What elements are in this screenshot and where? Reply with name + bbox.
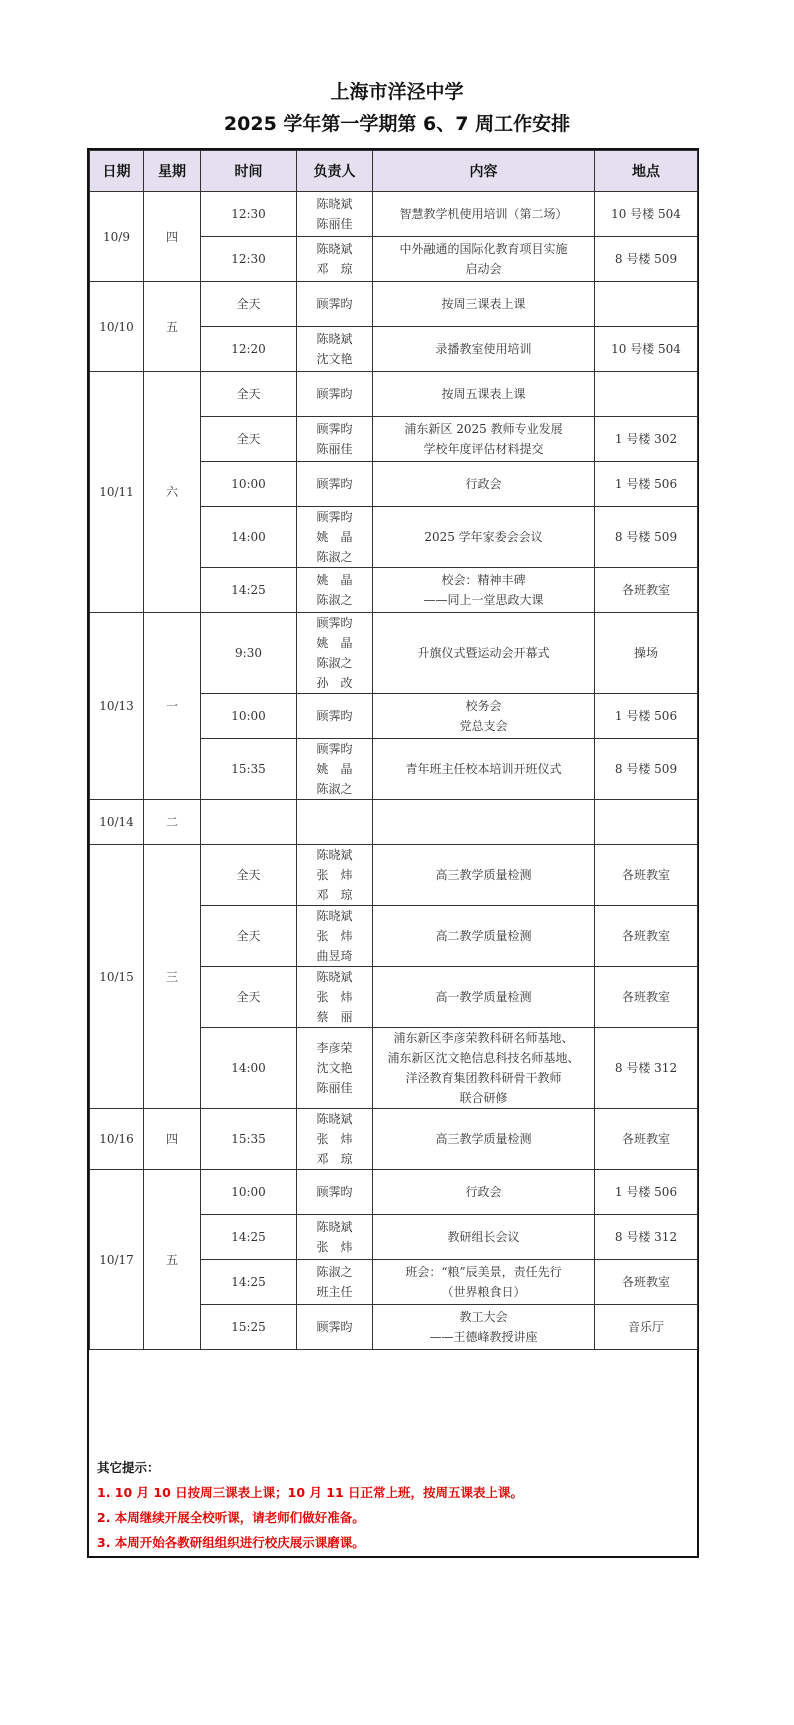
note-item: 2. 本周继续开展全校听课，请老师们做好准备。 xyxy=(97,1510,365,1525)
note-item: 3. 本周开始各教研组组织进行校庆展示课磨课。 xyxy=(97,1535,365,1550)
place-cell: 1 号楼 302 xyxy=(595,417,698,462)
date-cell: 10/13 xyxy=(90,613,144,800)
time-cell: 全天 xyxy=(201,845,297,906)
content-cell: 校会：精神丰碑 ——同上一堂思政大课 xyxy=(373,568,595,613)
place-cell xyxy=(595,800,698,845)
content-cell: 高三教学质量检测 xyxy=(373,845,595,906)
place-cell: 1 号楼 506 xyxy=(595,694,698,739)
person-cell: 顾霁昀 xyxy=(297,694,373,739)
weekday-cell: 一 xyxy=(144,613,201,800)
time-cell: 14:25 xyxy=(201,1260,297,1305)
place-cell: 各班教室 xyxy=(595,845,698,906)
time-cell: 9:30 xyxy=(201,613,297,694)
content-cell: 青年班主任校本培训开班仪式 xyxy=(373,739,595,800)
column-header-place: 地点 xyxy=(595,151,698,192)
time-cell: 全天 xyxy=(201,906,297,967)
time-cell: 14:25 xyxy=(201,1215,297,1260)
date-cell: 10/10 xyxy=(90,282,144,372)
person-cell: 陈晓斌 邓 琼 xyxy=(297,237,373,282)
content-cell: 行政会 xyxy=(373,1170,595,1215)
date-cell: 10/15 xyxy=(90,845,144,1109)
table-row xyxy=(90,282,698,327)
weekday-cell: 二 xyxy=(144,800,201,845)
content-cell: 校务会 党总支会 xyxy=(373,694,595,739)
time-cell: 全天 xyxy=(201,417,297,462)
place-cell xyxy=(595,282,698,327)
time-cell xyxy=(201,800,297,845)
place-cell: 10 号楼 504 xyxy=(595,327,698,372)
person-cell: 顾霁昀 姚 晶 陈淑之 孙 改 xyxy=(297,613,373,694)
content-cell: 浦东新区 2025 教师专业发展 学校年度评估材料提交 xyxy=(373,417,595,462)
person-cell: 顾霁昀 姚 晶 陈淑之 xyxy=(297,739,373,800)
table-row xyxy=(90,192,698,237)
column-header-time: 时间 xyxy=(201,151,297,192)
place-cell: 各班教室 xyxy=(595,568,698,613)
person-cell: 顾霁昀 xyxy=(297,372,373,417)
person-cell: 顾霁昀 xyxy=(297,462,373,507)
content-cell: 中外融通的国际化教育项目实施 启动会 xyxy=(373,237,595,282)
place-cell: 1 号楼 506 xyxy=(595,462,698,507)
person-cell xyxy=(297,800,373,845)
person-cell: 李彦荣 沈文艳 陈丽佳 xyxy=(297,1028,373,1109)
person-cell: 姚 晶 陈淑之 xyxy=(297,568,373,613)
place-cell xyxy=(595,372,698,417)
place-cell: 8 号楼 509 xyxy=(595,237,698,282)
time-cell: 10:00 xyxy=(201,694,297,739)
place-cell: 操场 xyxy=(595,613,698,694)
person-cell: 陈晓斌 陈丽佳 xyxy=(297,192,373,237)
date-cell: 10/14 xyxy=(90,800,144,845)
time-cell: 全天 xyxy=(201,372,297,417)
content-cell: 高一教学质量检测 xyxy=(373,967,595,1028)
place-cell: 8 号楼 509 xyxy=(595,739,698,800)
time-cell: 15:25 xyxy=(201,1305,297,1350)
content-cell: 教研组长会议 xyxy=(373,1215,595,1260)
place-cell: 10 号楼 504 xyxy=(595,192,698,237)
content-cell: 升旗仪式暨运动会开幕式 xyxy=(373,613,595,694)
column-header-person: 负责人 xyxy=(297,151,373,192)
person-cell: 陈晓斌 张 炜 邓 琼 xyxy=(297,845,373,906)
time-cell: 14:25 xyxy=(201,568,297,613)
person-cell: 顾霁昀 xyxy=(297,1305,373,1350)
place-cell: 各班教室 xyxy=(595,1260,698,1305)
time-cell: 15:35 xyxy=(201,1109,297,1170)
content-cell: 录播教室使用培训 xyxy=(373,327,595,372)
weekday-cell: 四 xyxy=(144,192,201,282)
time-cell: 全天 xyxy=(201,282,297,327)
table-row xyxy=(90,1109,698,1170)
schedule-sheet xyxy=(87,148,699,1558)
person-cell: 陈晓斌 沈文艳 xyxy=(297,327,373,372)
note-item: 1. 10 月 10 日按周三课表上课；10 月 11 日正常上班，按周五课表上课。 xyxy=(97,1485,523,1500)
schedule-table xyxy=(89,150,698,1350)
notes-title: 其它提示： xyxy=(97,1460,160,1475)
content-cell: 智慧教学机使用培训（第二场） xyxy=(373,192,595,237)
time-cell: 10:00 xyxy=(201,1170,297,1215)
time-cell: 14:00 xyxy=(201,507,297,568)
time-cell: 10:00 xyxy=(201,462,297,507)
place-cell: 1 号楼 506 xyxy=(595,1170,698,1215)
weekday-cell: 三 xyxy=(144,845,201,1109)
place-cell: 音乐厅 xyxy=(595,1305,698,1350)
place-cell: 8 号楼 312 xyxy=(595,1215,698,1260)
table-row xyxy=(90,1170,698,1215)
content-cell: 浦东新区李彦荣教科研名师基地、 浦东新区沈文艳信息科技名师基地、 洋泾教育集团教科研骨干教师 联合研修 xyxy=(373,1028,595,1109)
weekday-cell: 五 xyxy=(144,1170,201,1350)
date-cell: 10/16 xyxy=(90,1109,144,1170)
content-cell: 高二教学质量检测 xyxy=(373,906,595,967)
column-header-weekday: 星期 xyxy=(144,151,201,192)
table-row xyxy=(90,845,698,906)
time-cell: 15:35 xyxy=(201,739,297,800)
date-cell: 10/11 xyxy=(90,372,144,613)
place-cell: 8 号楼 312 xyxy=(595,1028,698,1109)
table-row xyxy=(90,800,698,845)
place-cell: 各班教室 xyxy=(595,906,698,967)
content-cell: 2025 学年家委会会议 xyxy=(373,507,595,568)
content-cell: 高三教学质量检测 xyxy=(373,1109,595,1170)
place-cell: 各班教室 xyxy=(595,1109,698,1170)
table-row xyxy=(90,372,698,417)
time-cell: 12:30 xyxy=(201,192,297,237)
content-cell: 行政会 xyxy=(373,462,595,507)
content-cell: 按周五课表上课 xyxy=(373,372,595,417)
content-cell: 班会：“粮”辰美景，责任先行 （世界粮食日） xyxy=(373,1260,595,1305)
person-cell: 陈晓斌 张 炜 曲昱琦 xyxy=(297,906,373,967)
person-cell: 陈晓斌 张 炜 邓 琼 xyxy=(297,1109,373,1170)
weekday-cell: 五 xyxy=(144,282,201,372)
time-cell: 14:00 xyxy=(201,1028,297,1109)
person-cell: 顾霁昀 xyxy=(297,282,373,327)
date-cell: 10/9 xyxy=(90,192,144,282)
weekday-cell: 六 xyxy=(144,372,201,613)
person-cell: 顾霁昀 xyxy=(297,1170,373,1215)
person-cell: 顾霁昀 姚 晶 陈淑之 xyxy=(297,507,373,568)
content-cell: 按周三课表上课 xyxy=(373,282,595,327)
date-cell: 10/17 xyxy=(90,1170,144,1350)
person-cell: 陈晓斌 张 炜 蔡 丽 xyxy=(297,967,373,1028)
content-cell: 教工大会 ——王德峰教授讲座 xyxy=(373,1305,595,1350)
table-header-row xyxy=(90,151,698,192)
table-row xyxy=(90,613,698,694)
person-cell: 陈晓斌 张 炜 xyxy=(297,1215,373,1260)
time-cell: 12:30 xyxy=(201,237,297,282)
person-cell: 顾霁昀 陈丽佳 xyxy=(297,417,373,462)
column-header-content: 内容 xyxy=(373,151,595,192)
time-cell: 12:20 xyxy=(201,327,297,372)
place-cell: 各班教室 xyxy=(595,967,698,1028)
notes-section xyxy=(97,1455,687,1555)
place-cell: 8 号楼 509 xyxy=(595,507,698,568)
column-header-date: 日期 xyxy=(90,151,144,192)
content-cell xyxy=(373,800,595,845)
time-cell: 全天 xyxy=(201,967,297,1028)
school-name: 上海市洋泾中学 xyxy=(330,81,464,103)
weekday-cell: 四 xyxy=(144,1109,201,1170)
schedule-title: 2025 学年第一学期第 6、7 周工作安排 xyxy=(223,113,571,135)
person-cell: 陈淑之 班主任 xyxy=(297,1260,373,1305)
